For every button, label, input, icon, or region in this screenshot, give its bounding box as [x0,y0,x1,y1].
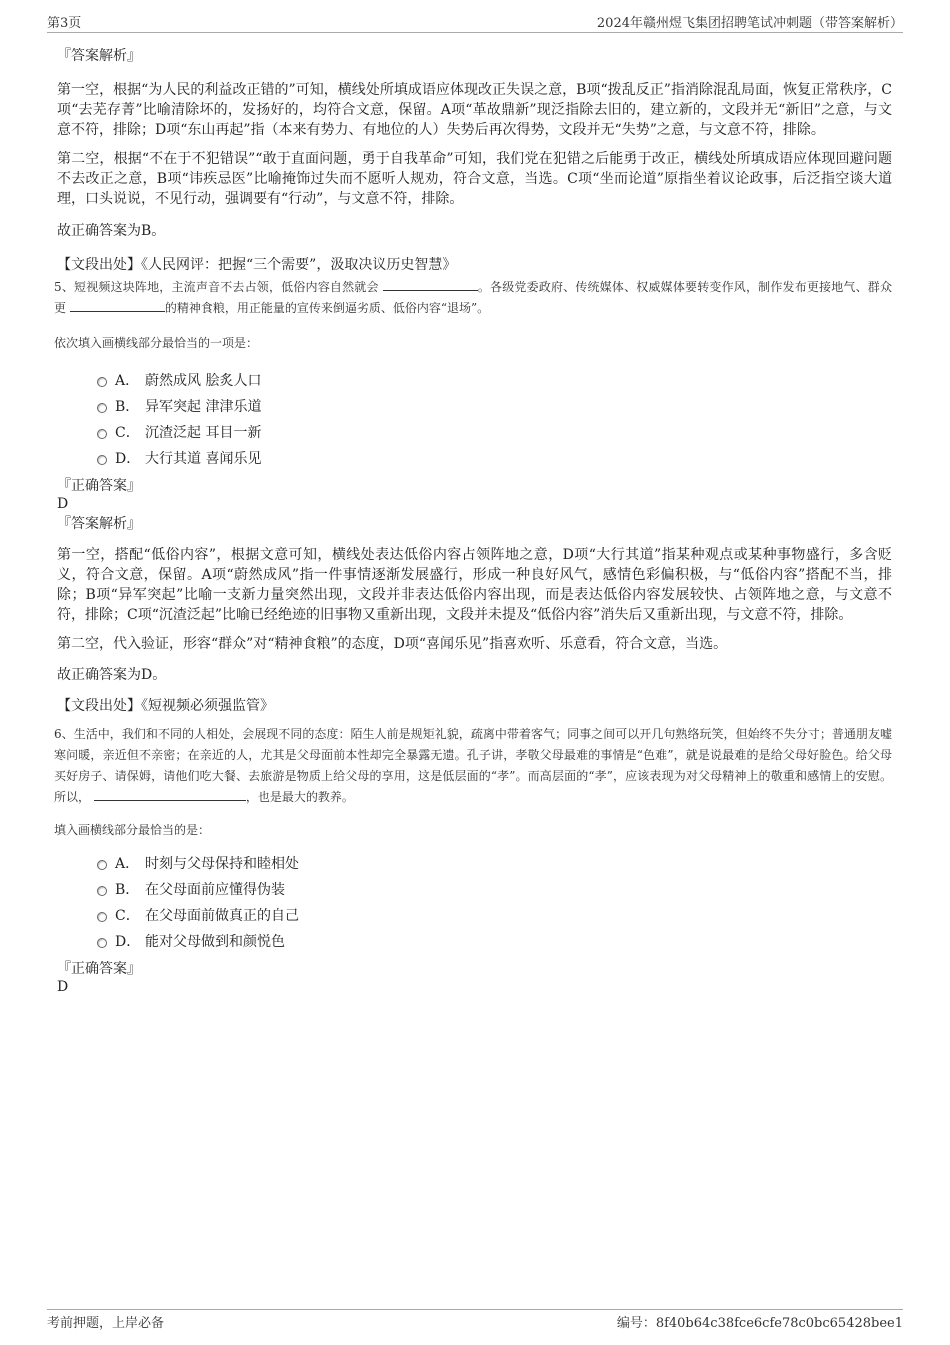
q4-source: 【文段出处】《人民网评：把握“三个需要”，汲取决议历史智慧》 [57,257,457,273]
q5-stem: 5、短视频这块阵地，主流声音不去占领，低俗内容自然就会 。各级党委政府、传统媒体、权威媒体要转变作风，制作发布更接地气、群众更 的精神食粮，用正能量的宣传来倒逼劣质、低俗内容“退场”。 [54,277,892,319]
q5-analysis-para-1: 第一空，搭配“低俗内容”，根据文意可知，横线处表达低俗内容占领阵地之意，D项“大行其道”指某种观点或某种事物盛行，多含贬义，符合文意，保留。A项“蔚然成风”指一件事情逐渐发展盛行，形成一种良好风气，感情色彩偏积极，与“低俗内容”搭配不当，排除；B项“异军突起”比喻一支新力量突然出现，文段并非表达低俗内容出现，而是表达低俗内容发展较快、占领阵地之意，与文意不符，排除；C项“沉渣泛起”比喻已经绝迹的旧事物又重新出现，文段并未提及“低俗内容”消失后又重新出现，与文意不符，排除。 [57,547,892,623]
radio-button[interactable] [97,429,107,439]
page-footer [47,1312,903,1332]
page-header [47,12,903,32]
q6-option-d[interactable]: D． 能对父母做到和颜悦色 [57,932,892,958]
q5-option-d[interactable]: D． 大行其道 喜闻乐见 [57,449,892,475]
header-divider [47,32,903,33]
footer-divider [47,1309,903,1310]
q6-option-a[interactable]: A． 时刻与父母保持和睦相处 [57,854,892,880]
q6-blank [94,787,246,801]
q5-prompt: 依次填入画横线部分最恰当的一项是： [54,336,259,350]
q4-analysis-para-2: 第二空，根据“不在于不犯错误”“敢于直面问题，勇于自我革命”可知，我们党在犯错之后能勇于改正，横线处所填成语应体现回避问题不去改正之意，B项“讳疾忌医”比喻掩饰过失而不愿听人规劝，符合文意，当选。C项“坐而论道”原指坐着议论政事，后泛指空谈大道理，口头说说，不见行动，强调要有“行动”，与文意不符，排除。 [57,151,892,207]
q5-correct-heading: 『正确答案』 [57,478,141,494]
footer-slogan: 考前押题，上岸必备 [47,1316,165,1331]
radio-button[interactable] [97,403,107,413]
q5-correct-answer: D [57,496,69,512]
radio-button[interactable] [97,377,107,387]
q5-blank-2 [70,298,165,312]
q6-correct-heading: 『正确答案』 [57,961,141,977]
q6-correct-answer: D [57,979,69,995]
q6-option-b[interactable]: B． 在父母面前应懂得伪装 [57,880,892,906]
radio-button[interactable] [97,938,107,948]
q5-analysis-heading: 『答案解析』 [57,516,141,532]
page-number: 第3页 [47,16,82,31]
radio-button[interactable] [97,886,107,896]
q4-analysis-heading: 『答案解析』 [57,48,141,64]
q5-source: 【文段出处】《短视频必须强监管》 [57,698,274,714]
q5-option-a[interactable]: A． 蔚然成风 脍炙人口 [57,371,892,397]
q5-analysis-para-2: 第二空，代入验证，形容“群众”对“精神食粮”的态度，D项“喜闻乐见”指喜欢听、乐意看，符合文意，当选。 [57,636,728,652]
q5-answer-line: 故正确答案为D。 [57,667,167,683]
q4-answer-line: 故正确答案为B。 [57,223,166,239]
radio-button[interactable] [97,860,107,870]
radio-button[interactable] [97,455,107,465]
q4-analysis-para-1: 第一空，根据“为人民的利益改正错的”可知，横线处所填成语应体现改正失误之意，B项“拨乱反正”指消除混乱局面，恢复正常秩序，C项“去芜存菁”比喻清除坏的，发扬好的，均符合文意，保留。A项“革故鼎新”现泛指除去旧的，建立新的，文段并无“新旧”之意，与文意不符，排除；D项“东山再起”指（本来有势力、有地位的人）失势后再次得势，文段并无“失势”之意，与文意不符，排除。 [57,82,892,138]
document-title: 2024年赣州煜飞集团招聘笔试冲刺题（带答案解析） [596,16,903,31]
document-id: 编号：8f40b64c38fce6cfe78c0bc65428bee1 [616,1316,903,1331]
radio-button[interactable] [97,912,107,922]
main-content [54,46,892,996]
q6-stem: 6、生活中，我们和不同的人相处，会展现不同的态度：陌生人前是规矩礼貌，疏离中带着客气；同事之间可以开几句熟络玩笑，但始终不失分寸；普通朋友嘘寒问暖，亲近但不亲密；在亲近的人，尤其是父母面前本性却完全暴露无遗。孔子讲，孝敬父母最难的事情是“色难”，就是说最难的是给父母好脸色。给父母买好房子、请保姆，请他们吃大餐、去旅游是物质上给父母的享用，这是低层面的“孝”。而高层面的“孝”，应该表现为对父母精神上的敬重和感情上的安慰。所以， ，也是最大的教养。 [54,727,892,804]
q6-prompt: 填入画横线部分最恰当的是： [54,823,211,837]
q5-blank-1 [383,277,478,291]
q6-options [57,854,892,958]
q5-option-c[interactable]: C． 沉渣泛起 耳目一新 [57,423,892,449]
q6-option-c[interactable]: C． 在父母面前做真正的自己 [57,906,892,932]
q5-options [57,371,892,475]
q5-option-b[interactable]: B． 异军突起 津津乐道 [57,397,892,423]
